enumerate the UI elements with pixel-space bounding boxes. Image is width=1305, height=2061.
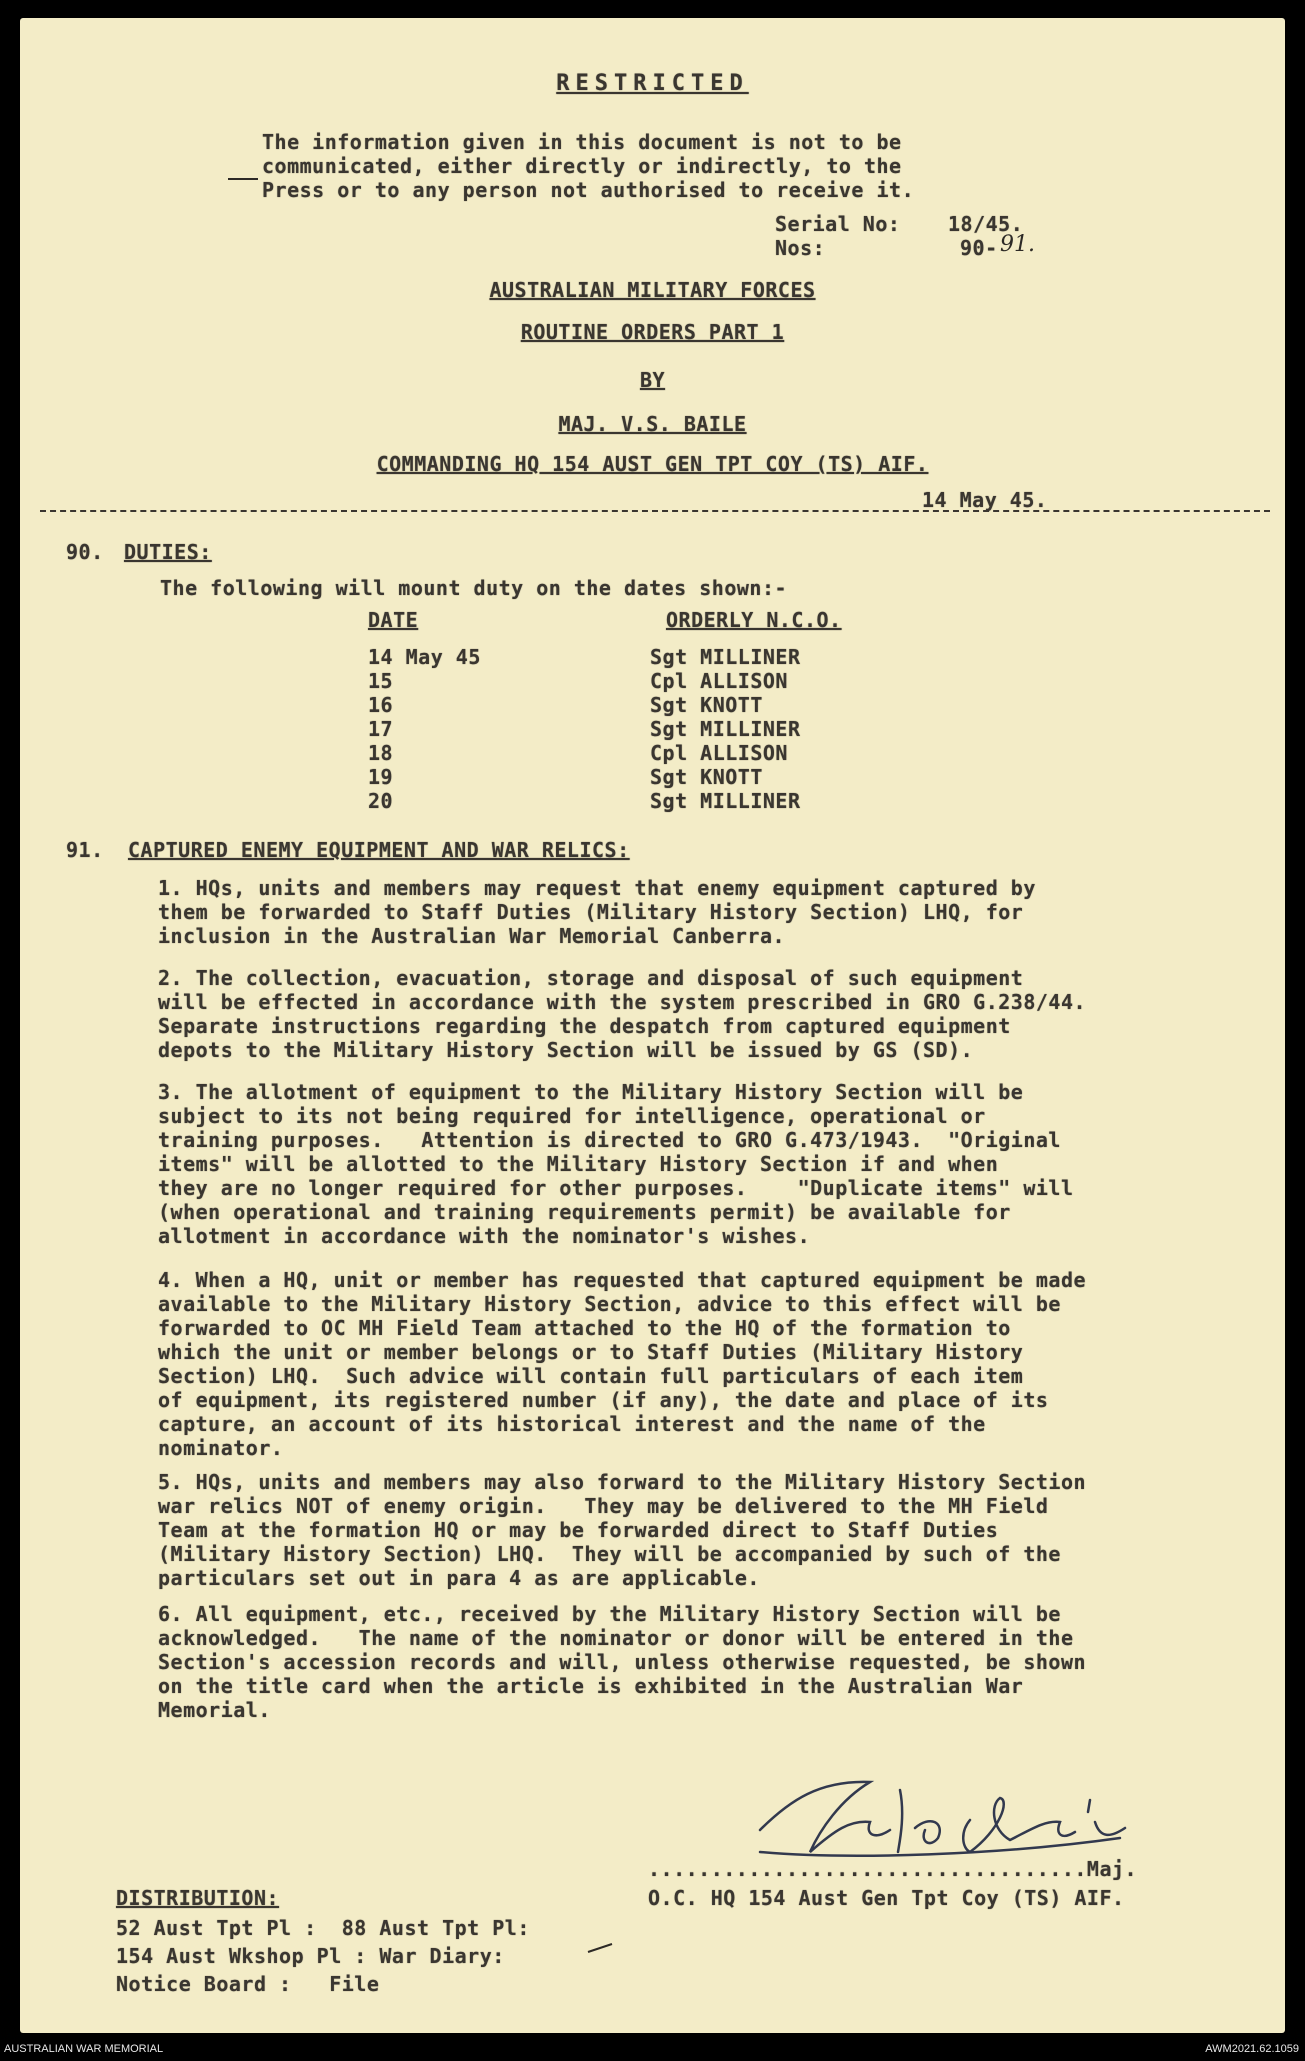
nos-value: 90-: [960, 236, 998, 260]
header-divider: [40, 510, 1270, 512]
signature-title: O.C. HQ 154 Aust Gen Tpt Coy (TS) AIF.: [648, 1886, 1125, 1910]
title-line-1: AUSTRALIAN MILITARY FORCES: [489, 278, 816, 302]
duty-row-date: 18: [368, 741, 394, 765]
duty-column-date: DATE: [368, 608, 419, 632]
duty-row-date: 15: [368, 669, 394, 693]
paragraph-1: 1. HQs, units and members may request that enemy equipment captured by them be forwarded to Staff Duties (Military History Section) LHQ, for inclusion in the Australian War Memorial Canberra.: [158, 876, 1036, 948]
order-91-number: 91.: [66, 838, 104, 862]
nos-label: Nos:: [775, 236, 826, 260]
order-90-heading: DUTIES:: [124, 540, 212, 564]
duty-row-date: 19: [368, 765, 394, 789]
warning-line-1: The information given in this document is not to be: [262, 130, 902, 154]
warning-line-2: communicated, either directly or indirectly, to the: [262, 154, 902, 178]
distribution-line: 52 Aust Tpt Pl : 88 Aust Tpt Pl:: [116, 1916, 530, 1940]
duty-row-date: 14 May 45: [368, 645, 481, 669]
title-line-4: MAJ. V.S. BAILE: [558, 412, 747, 436]
warning-line-3: Press or to any person not authorised to receive it.: [262, 178, 915, 202]
paragraph-6: 6. All equipment, etc., received by the Military History Section will be acknowledged. The name of the nominator or donor will be entered in the Section's accession records and will, unless otherwise requested, be shown on the title card when the article is exhibited in the Australian War Memorial.: [158, 1602, 1087, 1722]
margin-arrow-mark: [228, 178, 258, 180]
order-date: 14 May 45.: [922, 488, 1048, 512]
signature-dots-line: ...................................Maj.: [648, 1857, 1138, 1881]
title-line-2: ROUTINE ORDERS PART 1: [520, 320, 785, 344]
duty-row-date: 20: [368, 789, 394, 813]
title-line-3: BY: [639, 368, 666, 392]
pencil-tick-mark: [586, 1938, 616, 1958]
distribution-line: 154 Aust Wkshop Pl : War Diary:: [116, 1944, 505, 1968]
duty-row-nco: Sgt KNOTT: [650, 765, 763, 789]
handwritten-signature: [700, 1760, 1170, 1870]
title-line-5: COMMANDING HQ 154 AUST GEN TPT COY (TS) AIF.: [376, 452, 929, 476]
duty-column-nco: ORDERLY N.C.O.: [666, 608, 842, 632]
duty-row-nco: Sgt MILLINER: [650, 717, 801, 741]
paragraph-3: 3. The allotment of equipment to the Military History Section will be subject to its not being required for intelligence, operational or training purposes. Attention is directed to GRO G.473/1943. "Original items" will be allotted to the Military History Section if and when they are no longer required for other purposes. "Duplicate items" will (when operational and training requirements permit) be available for allotment in accordance with the nominator's wishes.: [158, 1080, 1074, 1248]
serial-value: 18/45.: [948, 212, 1024, 236]
paragraph-5: 5. HQs, units and members may also forward to the Military History Section war relics NOT of enemy origin. They may be delivered to the MH Field Team at the formation HQ or may be forwarded direct to Staff Duties (Military History Section) LHQ. They will be accompanied by such of the particulars set out in para 4 as are applicable.: [158, 1470, 1087, 1590]
duty-row-nco: Cpl ALLISON: [650, 741, 788, 765]
duty-row-nco: Sgt MILLINER: [650, 789, 801, 813]
distribution-heading: DISTRIBUTION:: [116, 1886, 280, 1910]
duty-row-nco: Sgt KNOTT: [650, 693, 763, 717]
duty-row-nco: Sgt MILLINER: [650, 645, 801, 669]
duty-row-nco: Cpl ALLISON: [650, 669, 788, 693]
duty-row-date: 17: [368, 717, 394, 741]
paragraph-4: 4. When a HQ, unit or member has requested that captured equipment be made available to the Military History Section, advice to this effect will be forwarded to OC MH Field Team attached to the HQ of the formation to which the unit or member belongs or to Staff Duties (Military History Section) LHQ. Such advice will contain full particulars of each item of equipment, its registered number (if any), the date and place of its capture, an account of its historical interest and the name of the nominator.: [158, 1268, 1087, 1460]
order-91-heading: CAPTURED ENEMY EQUIPMENT AND WAR RELICS:: [128, 838, 630, 862]
distribution-line: Notice Board : File: [116, 1972, 380, 1996]
serial-label: Serial No:: [775, 212, 901, 236]
classification-heading: RESTRICTED: [556, 71, 749, 96]
duty-row-date: 16: [368, 693, 394, 717]
archive-credit: AUSTRALIAN WAR MEMORIAL: [4, 2043, 164, 2055]
paragraph-2: 2. The collection, evacuation, storage and disposal of such equipment will be effected in accordance with the system prescribed in GRO G.238/44. Separate instructions regarding the despatch from captured equipment depots to the Military History Section will be issued by GS (SD).: [158, 966, 1087, 1062]
nos-handwritten: 91.: [1000, 232, 1035, 257]
order-90-number: 90.: [66, 540, 104, 564]
archive-accession-number: AWM2021.62.1059: [1205, 2043, 1299, 2055]
order-90-intro: The following will mount duty on the dates shown:-: [160, 576, 788, 600]
